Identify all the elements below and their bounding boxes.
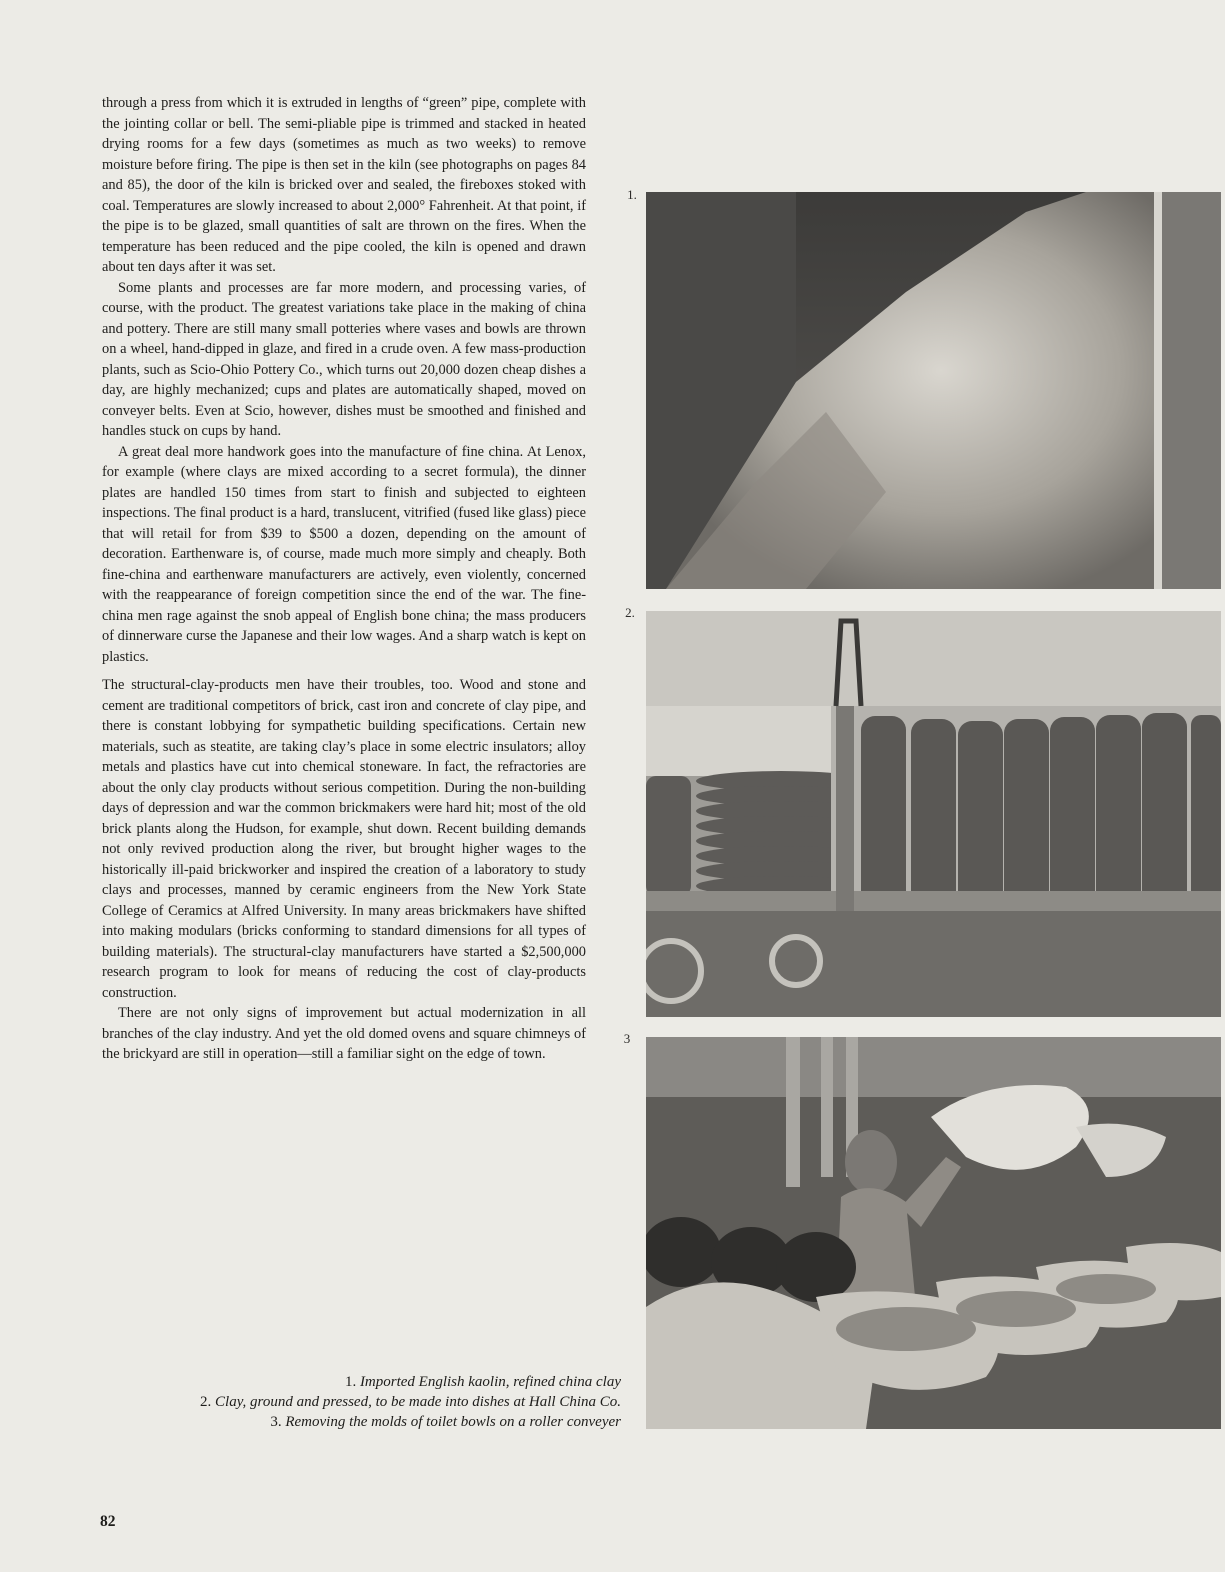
photo-captions	[61, 1373, 621, 1432]
caption-1-number: 1.	[344, 1374, 357, 1390]
caption-3-number: 3.	[270, 1413, 282, 1430]
kaolin-pile-image	[646, 192, 1221, 589]
page-number: 82	[100, 1513, 116, 1530]
article-body	[102, 93, 586, 1065]
photo-clay-dishes-cart	[646, 611, 1221, 1017]
article-paragraph-5: There are not only signs of improvement but actual modernization in all branches of the clay industry. And yet the old domed ovens and square chimneys of the brickyard are still in operation—still a familiar sight on the edge of town.	[102, 1005, 586, 1062]
clay-dishes-cart-image	[646, 611, 1221, 1017]
caption-2-text: Clay, ground and pressed, to be made into dishes at Hall China Co.	[215, 1393, 621, 1410]
article-paragraph-1: through a press from which it is extruded in lengths of “green” pipe, complete with the jointing collar or bell. The semi-pliable pipe is trimmed and stacked in heated drying rooms for a few days (sometimes as much as two weeks) to remove moisture before firing. The pipe is then set in the kiln (see photographs on pages 84 and 85), the door of the kiln is bricked over and sealed, the fireboxes stoked with coal. Temperatures are slowly increased to about 2,000° Fahrenheit. At that point, if the pipe is to be glazed, small quantities of salt are thrown on the fires. When the temperature has been reduced and the pipe cooled, the kiln is opened and drawn about ten days after it was set.	[102, 95, 586, 275]
article-paragraph-2: Some plants and processes are far more modern, and processing varies, of course, with the product. The greatest variations take place in the making of china and pottery. There are still many small potteries where vases and bowls are thrown on a wheel, hand-dipped in glaze, and fired in a crude oven. A few mass-production plants, such as Scio-Ohio Pottery Co., which turns out 20,000 dozen cheap dishes a day, are highly mechanized; cups and plates are automatically shaped, moved on conveyer belts. Even at Scio, however, dishes must be smoothed and finished and handles stuck on cups by hand.	[102, 279, 586, 439]
photo-number-3: 3	[623, 1031, 631, 1046]
photo-number-1: 1.	[627, 187, 637, 202]
caption-2	[61, 1393, 621, 1413]
caption-2-number: 2.	[200, 1393, 212, 1410]
article-paragraph-4: The structural-clay-products men have their troubles, too. Wood and stone and cement are traditional competitors of brick, cast iron and concrete of clay pipe, and there is constant lobbying for sympathetic building specifications. Certain new materials, such as steatite, are taking clay’s place in some electric insulators; alloy metals and plastics have cut into chemical stoneware. In fact, the refractories are about the only clay products without serious competition. During the non-building days of depression and war the common brickmakers were hard hit; most of the old brick plants along the Hudson, for example, shut down. Recent building demands not only revived production along the river, but brought higher wages to the historically ill-paid brickworker and inspired the creation of a laboratory to study clays and processes, manned by ceramic engineers from the New York State College of Ceramics at Alfred University. In many areas brickmakers have shifted into making modulars (bricks conforming to standard dimensions for all types of building materials). The structural-clay manufacturers have started a $2,500,000 research program to look for means of reducing the cost of clay-products construction.	[102, 677, 586, 1001]
photo-kaolin-pile	[646, 192, 1221, 589]
caption-1-text: Imported English kaolin, refined china clay	[359, 1374, 621, 1390]
caption-3-text: Removing the molds of toilet bowls on a roller conveyer	[285, 1413, 621, 1430]
toilet-bowl-molds-image	[646, 1037, 1221, 1429]
photo-toilet-bowl-molds	[646, 1037, 1221, 1429]
photo-number-2: 2.	[625, 605, 635, 620]
article-paragraph-3: A great deal more handwork goes into the manufacture of fine china. At Lenox, for example (where clays are mixed according to a secret formula), the dinner plates are handled 150 times from start to finish and subjected to eighteen inspections. The final product is a hard, translucent, vitrified (fused like glass) piece that will retail for from $39 to $500 a dozen, depending on the amount of decoration. Earthenware is, of course, made much more simply and cheaply. Both fine-china and earthenware manufacturers are actively, even violently, concerned with the reappearance of foreign competition since the end of the war. The fine-china men rage against the snob appeal of English bone china; the mass producers of dinnerware curse the Japanese and their low wages. And a sharp watch is kept on plastics.	[102, 443, 586, 665]
caption-3	[61, 1413, 621, 1433]
caption-1	[61, 1373, 621, 1393]
